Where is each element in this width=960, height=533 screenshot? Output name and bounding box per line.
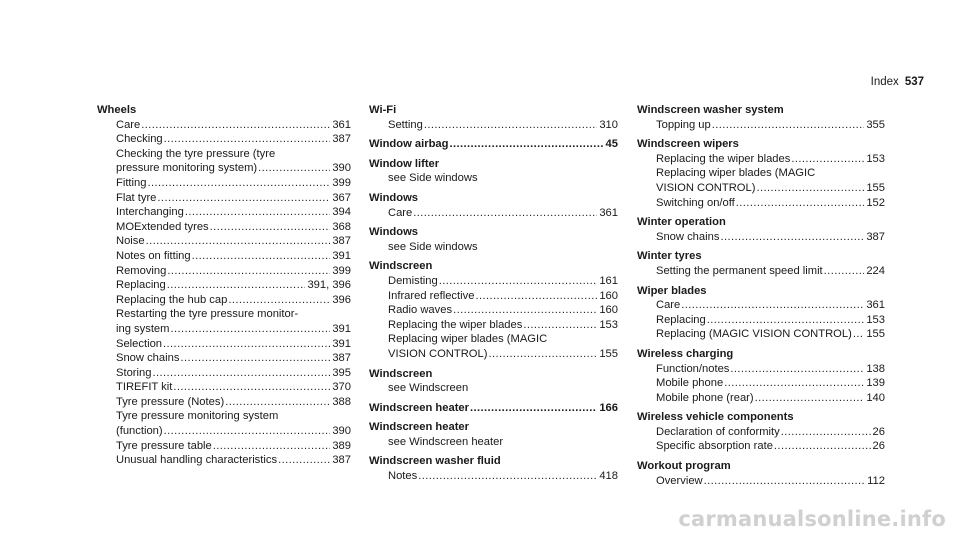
subentry-text: Declaration of conformity	[656, 425, 780, 438]
index-subentry	[637, 196, 885, 211]
leader-dots	[213, 439, 331, 454]
index-heading-row	[369, 401, 618, 416]
index-subentry	[97, 191, 351, 206]
index-entry	[637, 347, 885, 405]
page-ref: 155	[866, 181, 885, 194]
index-subentry	[369, 118, 618, 133]
subentry-text: TIREFIT kit	[116, 381, 173, 394]
index-subentry	[369, 318, 618, 333]
subentry-text: Replacing (MAGIC VISION CONTROL)	[656, 328, 852, 341]
page-ref: 367	[332, 191, 351, 204]
subentry-text: Setting	[388, 118, 423, 131]
index-heading: Windscreen heater	[369, 421, 469, 434]
index-entry	[369, 401, 618, 416]
leader-dots	[453, 303, 597, 318]
page-ref: 368	[332, 220, 351, 233]
index-entry	[369, 454, 618, 483]
subentry-text: Fitting	[116, 176, 147, 189]
leader-dots	[488, 347, 597, 362]
leader-dots	[755, 391, 865, 406]
leader-dots	[449, 137, 603, 152]
index-entry	[369, 157, 618, 186]
subentry-text: Noise	[116, 235, 145, 248]
leader-dots	[704, 474, 866, 489]
index-subentry	[97, 220, 351, 235]
subentry-text: Overview	[656, 474, 703, 487]
leader-dots	[756, 181, 864, 196]
page-ref: 26	[872, 440, 885, 453]
leader-dots	[824, 264, 865, 279]
page-ref: 387	[332, 352, 351, 365]
leader-dots	[210, 220, 331, 235]
subentry-text: ing system	[116, 322, 170, 335]
index-heading: Wiper blades	[637, 284, 707, 297]
leader-dots	[180, 351, 330, 366]
page-ref: 153	[599, 318, 618, 331]
page-ref: 139	[866, 377, 885, 390]
subentry-text: Demisting	[388, 274, 438, 287]
leader-dots	[258, 161, 330, 176]
leader-dots	[278, 453, 330, 468]
subentry-text: Replacing the wiper blades	[388, 318, 523, 331]
index-subentry	[637, 264, 885, 279]
subentry-text: Checking	[116, 133, 163, 146]
index-entry	[97, 103, 351, 468]
index-subentry	[97, 337, 351, 352]
page-ref: 152	[866, 196, 885, 209]
page-ref: 361	[599, 206, 618, 219]
index-subentry	[97, 395, 351, 410]
leader-dots	[707, 313, 865, 328]
index-subentry	[97, 380, 351, 395]
index-subentry	[97, 118, 351, 133]
subentry-text: Replacing the hub cap	[116, 293, 228, 306]
index-heading: Windscreen washer system	[637, 104, 784, 116]
index-subentry	[637, 152, 885, 167]
subentry-text: Notes on fitting	[116, 249, 191, 262]
subentry-text: Setting the permanent speed limit	[656, 264, 823, 277]
subentry-text: Replacing wiper blades (MAGIC	[388, 333, 548, 346]
index-subentry	[369, 206, 618, 221]
subentry-text: Replacing the wiper blades	[656, 152, 791, 165]
index-heading: Winter operation	[637, 216, 726, 229]
index-entry	[369, 103, 618, 132]
index-subentry	[97, 234, 351, 249]
subentry-text: Care	[388, 206, 413, 219]
index-heading: Windscreen	[369, 367, 433, 380]
subentry-text: Tyre pressure table	[116, 439, 212, 452]
index-entry	[637, 410, 885, 454]
subentry-text: Replacing	[116, 279, 166, 292]
index-heading-row	[369, 137, 618, 152]
index-entry	[637, 459, 885, 488]
page-ref: 138	[866, 362, 885, 375]
leader-dots	[152, 366, 330, 381]
page-ref: 160	[599, 289, 618, 302]
index-subentry	[637, 425, 885, 440]
leader-dots	[157, 191, 330, 206]
page-ref: 387	[332, 133, 351, 146]
index-entry	[369, 367, 618, 396]
page-ref: 370	[332, 381, 351, 394]
index-subentry	[637, 298, 885, 313]
index-subentry	[97, 351, 351, 366]
index-subentry	[97, 322, 351, 337]
leader-dots	[470, 401, 597, 416]
page-ref: 395	[332, 366, 351, 379]
page-ref: 396	[332, 293, 351, 306]
subentry-text: Infrared reflective	[388, 289, 475, 302]
subentry-text: (function)	[116, 425, 163, 438]
index-entry	[637, 215, 885, 244]
leader-dots	[167, 264, 330, 279]
leader-dots	[413, 206, 597, 221]
subentry-text: Radio waves	[388, 304, 453, 317]
subentry-text: Flat tyre	[116, 191, 157, 204]
index-subentry	[637, 474, 885, 489]
index-heading: Windscreen heater	[369, 401, 469, 414]
index-subentry	[97, 293, 351, 308]
index-entry	[637, 103, 885, 132]
subentry-text: Function/notes	[656, 362, 730, 375]
leader-dots	[439, 274, 598, 289]
leader-dots	[853, 327, 865, 342]
index-entry	[369, 225, 618, 254]
index-subentry	[369, 469, 618, 484]
subentry-text: Snow chains	[116, 352, 180, 365]
index-subentry	[97, 132, 351, 147]
page-ref: 153	[866, 152, 885, 165]
page-ref: 161	[599, 274, 618, 287]
page-ref: 310	[599, 118, 618, 131]
subentry-text: Mobile phone	[656, 377, 724, 390]
page-ref: 389	[332, 439, 351, 452]
index-heading: Wireless charging	[637, 347, 734, 360]
index-subentry	[637, 181, 885, 196]
page-ref: 394	[332, 206, 351, 219]
index-subentry	[637, 376, 885, 391]
leader-dots	[170, 322, 330, 337]
index-heading: Windscreen	[369, 260, 433, 273]
index-subentry	[369, 303, 618, 318]
page-number: 537	[904, 76, 924, 88]
index-heading: Windscreen washer fluid	[369, 455, 501, 468]
leader-dots	[164, 132, 331, 147]
page-ref: 418	[599, 470, 618, 483]
leader-dots	[774, 439, 871, 454]
subentry-text: MOExtended tyres	[116, 220, 209, 233]
index-column-right	[637, 103, 885, 488]
leader-dots	[730, 362, 864, 377]
page-ref: 391	[332, 337, 351, 350]
index-column-middle	[369, 103, 618, 484]
page-ref: 390	[332, 425, 351, 438]
index-heading: Wireless vehicle components	[637, 411, 794, 424]
leader-dots	[147, 176, 330, 191]
index-entry	[637, 284, 885, 342]
running-head	[871, 75, 924, 90]
page-ref: 45	[605, 138, 618, 151]
subentry-text: Checking the tyre pressure (tyre	[116, 147, 276, 160]
page-ref: 153	[866, 313, 885, 326]
leader-dots	[146, 234, 331, 249]
leader-dots	[418, 469, 597, 484]
index-heading: Windows	[369, 226, 418, 239]
index-subentry	[369, 274, 618, 289]
index-subentry	[97, 264, 351, 279]
page-ref: 387	[332, 454, 351, 467]
index-heading: Window airbag	[369, 138, 449, 151]
subentry-text: Switching on/off	[656, 196, 735, 209]
page-ref: 388	[332, 395, 351, 408]
leader-dots	[185, 205, 331, 220]
page-ref: 140	[866, 391, 885, 404]
index-entry	[369, 420, 618, 449]
leader-dots	[225, 395, 330, 410]
index-subentry	[97, 453, 351, 468]
leader-dots	[720, 230, 864, 245]
subentry-text: Notes	[388, 470, 418, 483]
index-heading: Wi-Fi	[369, 104, 397, 116]
leader-dots	[192, 249, 331, 264]
index-entry	[369, 191, 618, 220]
index-entry	[637, 249, 885, 278]
index-column-left	[97, 103, 351, 468]
index-subentry	[97, 161, 351, 176]
index-label: Index	[870, 76, 899, 88]
leader-dots	[228, 293, 330, 308]
leader-dots	[167, 278, 306, 293]
leader-dots	[736, 196, 865, 211]
subentry-text: see Side windows	[388, 172, 478, 185]
subentry-text: VISION CONTROL)	[388, 347, 488, 360]
page-ref: 391	[332, 249, 351, 262]
index-subentry	[637, 313, 885, 328]
subentry-text: VISION CONTROL)	[656, 181, 756, 194]
subentry-text: Restarting the tyre pressure monitor-	[116, 308, 299, 321]
index-subentry	[637, 439, 885, 454]
index-subentry	[637, 362, 885, 377]
subentry-text: Selection	[116, 337, 163, 350]
index-subentry	[369, 347, 618, 362]
subentry-text: Replacing	[656, 313, 706, 326]
index-entry	[369, 137, 618, 152]
subentry-text: Care	[656, 299, 681, 312]
page-ref: 387	[332, 235, 351, 248]
subentry-text: see Windscreen	[388, 382, 469, 395]
page-ref: 399	[332, 176, 351, 189]
subentry-text: Storing	[116, 366, 152, 379]
leader-dots	[173, 380, 330, 395]
index-entry	[637, 137, 885, 210]
leader-dots	[712, 118, 865, 133]
index-heading: Winter tyres	[637, 250, 702, 263]
subentry-text: Topping up	[656, 118, 711, 131]
index-heading: Wheels	[97, 104, 137, 116]
page-ref: 399	[332, 264, 351, 277]
subentry-text: Unusual handling characteristics	[116, 454, 278, 467]
subentry-text: Mobile phone (rear)	[656, 391, 754, 404]
index-subentry	[637, 327, 885, 342]
subentry-text: Replacing wiper blades (MAGIC	[656, 167, 816, 180]
index-heading: Workout program	[637, 460, 731, 473]
leader-dots	[681, 298, 864, 313]
index-heading: Windows	[369, 191, 418, 204]
page-ref: 387	[866, 230, 885, 243]
index-heading: Window lifter	[369, 157, 440, 170]
page-ref: 391	[332, 322, 351, 335]
index-subentry	[637, 118, 885, 133]
index-subentry	[97, 176, 351, 191]
index-subentry	[637, 391, 885, 406]
index-subentry	[97, 439, 351, 454]
subentry-text: Specific absorption rate	[656, 440, 773, 453]
index-subentry	[97, 366, 351, 381]
page-ref: 390	[332, 162, 351, 175]
index-subentry	[97, 205, 351, 220]
leader-dots	[523, 318, 597, 333]
index-heading: Windscreen wipers	[637, 138, 739, 151]
leader-dots	[724, 376, 864, 391]
index-subentry	[97, 278, 351, 293]
leader-dots	[163, 337, 330, 352]
index-entry	[369, 259, 618, 361]
leader-dots	[791, 152, 864, 167]
page-ref: 355	[866, 118, 885, 131]
page-ref: 224	[866, 264, 885, 277]
subentry-text: Care	[116, 118, 141, 131]
index-subentry	[97, 424, 351, 439]
page-ref: 361	[332, 118, 351, 131]
page-ref: 160	[599, 304, 618, 317]
subentry-text: Tyre pressure (Notes)	[116, 395, 225, 408]
leader-dots	[164, 424, 331, 439]
index-subentry	[637, 230, 885, 245]
page-ref: 391, 396	[307, 279, 351, 292]
page-ref: 166	[599, 401, 618, 414]
subentry-text: Interchanging	[116, 206, 184, 219]
page-ref: 361	[866, 299, 885, 312]
subentry-text: see Side windows	[388, 240, 478, 253]
leader-dots	[141, 118, 330, 133]
page-ref: 155	[866, 328, 885, 341]
subentry-text: Removing	[116, 264, 167, 277]
subentry-text: pressure monitoring system)	[116, 162, 258, 175]
watermark: carmanualsonline.info	[678, 507, 946, 532]
subentry-text: Tyre pressure monitoring system	[116, 410, 279, 423]
index-subentry	[369, 289, 618, 304]
subentry-text: Snow chains	[656, 230, 720, 243]
index-subentry	[97, 249, 351, 264]
page-ref: 112	[867, 474, 885, 487]
page-ref: 26	[872, 425, 885, 438]
leader-dots	[475, 289, 597, 304]
leader-dots	[424, 118, 597, 133]
subentry-text: see Windscreen heater	[388, 435, 504, 448]
leader-dots	[781, 425, 871, 440]
page-ref: 155	[599, 347, 618, 360]
